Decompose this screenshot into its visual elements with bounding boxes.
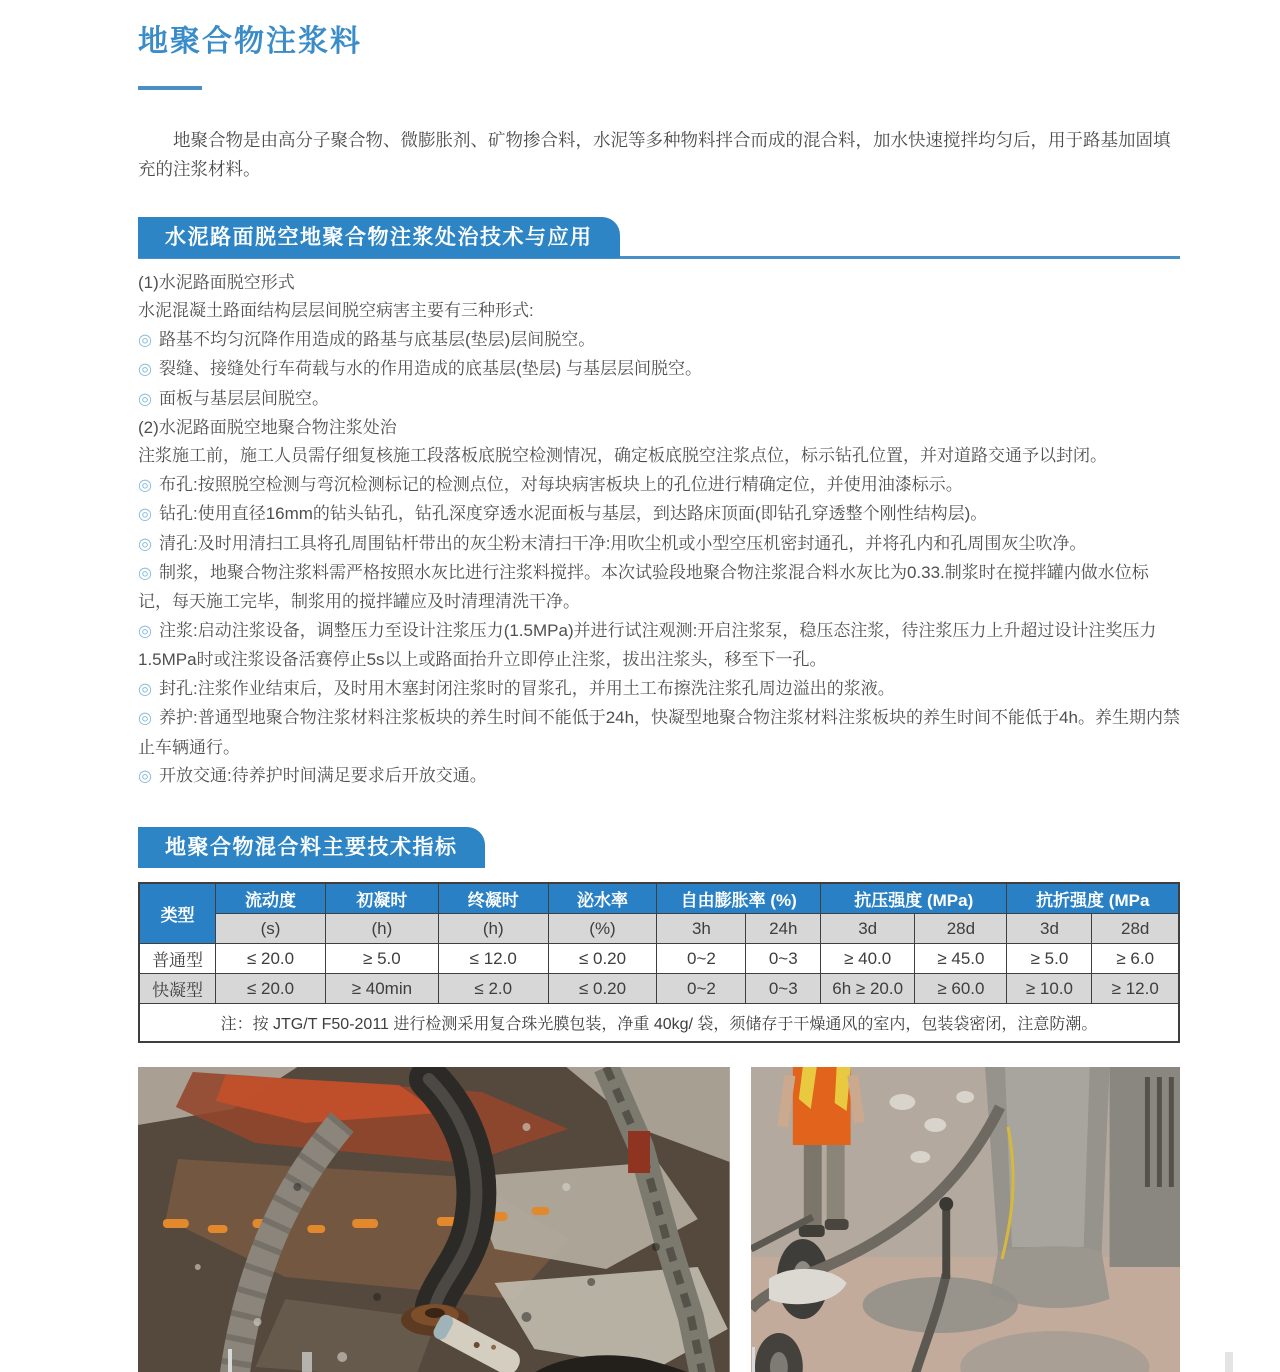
table-subheader-cell: (h) [438,914,548,944]
bullet-icon: ◎ [138,390,152,408]
table-cell: ≥ 12.0 [1092,974,1179,1004]
table-header-cell: 初凝时 [325,883,438,914]
line-text: 注浆施工前，施工人员需仔细复核施工段落板底脱空检测情况，确定板底脱空注浆点位，标示钻孔位置，并对道路交通予以封闭。 [138,446,1107,466]
table-cell: ≤ 0.20 [548,944,657,974]
line-text: 注浆:启动注浆设备，调整压力至设计注浆压力(1.5MPa)并进行试注观测:开启注浆泵，稳压态注浆，待注浆压力上升超过设计注奖压力1.5MPa时或注浆设备活赛停止5s以上或路面抬升立即停止注浆，拔出注浆头，移至下一孔。 [138,620,1157,670]
table-subheader-cell: (h) [325,914,438,944]
table-cell: ≥ 5.0 [325,944,438,974]
line-text: 路基不均匀沉降作用造成的路基与底基层(垫层)层间脱空。 [158,329,596,349]
line-text: 制浆，地聚合物注浆料需严格按照水灰比进行注浆料搅拌。本次试验段地聚合物注浆混合料水灰比为0.33.制浆时在搅拌罐内做水位标记，每天施工完毕，制浆用的搅拌罐应及时清理清洗干净。 [138,563,1149,612]
bullet-line [138,355,1180,384]
bullet-icon: ◎ [138,710,152,728]
intro-paragraph: 地聚合物是由高分子聚合物、微膨胀剂、矿物掺合料，水泥等多种物料拌合而成的混合料，加水快速搅拌均匀后，用于路基加固填充的注浆材料。 [138,130,1171,179]
table-header-cell: 泌水率 [548,883,657,914]
row-type-cell: 快凝型 [139,974,216,1004]
line-text: 清孔:及时用清扫工具将孔周围钻杆带出的灰尘粉末清扫干净:用吹尘机或小型空压机密封通孔，并将孔内和孔周围灰尘吹净。 [158,533,1087,553]
table-row [139,974,1179,1004]
photo-worker-grouting-equipment [751,1067,1180,1372]
table-cell: ≥ 45.0 [915,944,1007,974]
bullet-line [138,617,1180,675]
bullet-icon: ◎ [138,361,152,379]
text-line [138,414,1180,442]
text-line [138,442,1180,470]
table-row [139,944,1179,974]
bottom-remnant-mark [228,1349,232,1372]
bullet-line [138,762,1180,791]
table-cell: ≥ 60.0 [915,974,1007,1004]
table-subheader-cell: 3d [821,914,915,944]
line-text: 封孔:注浆作业结束后，及时用木塞封闭注浆时的冒浆孔，并用土工布擦洗注浆孔周边溢出的浆液。 [158,678,895,698]
bullet-line [138,326,1180,355]
table-cell: ≤ 0.20 [548,974,657,1004]
table-cell: ≥ 40.0 [821,944,915,974]
table-cell: ≤ 20.0 [216,944,326,974]
line-text: 布孔:按照脱空检测与弯沉检测标记的检测点位，对每块病害板块上的孔位进行精确定位，并使用油漆标示。 [158,474,963,494]
section2-heading: 地聚合物混合料主要技术指标 [138,827,485,868]
table-cell: ≤ 2.0 [438,974,548,1004]
section1-banner-row [138,217,1180,258]
table-header-row [139,883,1179,914]
injection-pipe [942,1207,950,1279]
bullet-icon: ◎ [138,622,152,640]
bullet-line [138,500,1180,529]
table-cell: ≥ 10.0 [1007,974,1092,1004]
bullet-icon: ◎ [138,767,152,785]
table-note: 注：按 JTG/T F50-2011 进行检测采用复合珠光膜包装，净重 40kg/ 袋，须储存于干燥通风的室内，包装袋密闭，注意防潮。 [139,1004,1179,1043]
bullet-line [138,471,1180,500]
table-header-cell: 类型 [139,883,216,944]
table-cell: ≤ 20.0 [216,974,326,1004]
table-header-cell: 终凝时 [438,883,548,914]
table-cell: 6h ≥ 20.0 [821,974,915,1004]
line-text: 钻孔:使用直径16mm的钻头钻孔，钻孔深度穿透水泥面板与基层，到达路床顶面(即钻孔穿透整个刚性结构层)。 [158,504,988,524]
section1-body [138,269,1180,791]
bullet-icon: ◎ [138,506,152,524]
table-cell: 0~3 [746,974,821,1004]
text-line [138,297,1180,325]
bullet-line [138,559,1180,617]
spec-table-body [139,883,1179,1042]
line-text: (2)水泥路面脱空地聚合物注浆处治 [138,418,397,438]
line-text: 开放交通:待养护时间满足要求后开放交通。 [158,765,487,785]
table-subheader-cell: 28d [915,914,1007,944]
bullet-icon: ◎ [138,476,152,494]
table-header-cell: 自由膨胀率 (%) [657,883,821,914]
bullet-line [138,675,1180,704]
spec-table [138,882,1180,1043]
table-cell: 0~2 [657,974,746,1004]
table-subheader-row [139,914,1179,944]
table-subheader-cell: (%) [548,914,657,944]
line-text: (1)水泥路面脱空形式 [138,273,295,292]
table-cell: ≤ 12.0 [438,944,548,974]
table-subheader-cell: 24h [746,914,821,944]
table-note-row [139,1004,1179,1043]
table-cell: 0~3 [746,944,821,974]
table-header-cell: 抗折强度 (MPa [1007,883,1179,914]
bottom-remnant-mark [752,1347,755,1372]
page-title: 地聚合物注浆料 [138,25,362,58]
photo-strip [138,1067,1180,1372]
bottom-remnant-mark [1225,1352,1233,1372]
bullet-line [138,530,1180,559]
section2-banner-row [138,827,1180,868]
photo-grouting-hole-pavement [138,1067,730,1372]
table-header-cell: 抗压强度 (MPa) [821,883,1007,914]
text-line [138,269,1180,297]
bottom-remnant-mark [302,1352,312,1372]
section1-heading: 水泥路面脱空地聚合物注浆处治技术与应用 [138,217,620,258]
bullet-icon: ◎ [138,680,152,698]
bullet-icon: ◎ [138,535,152,553]
line-text: 养护:普通型地聚合物注浆材料注浆板块的养生时间不能低于24h，快凝型地聚合物注浆材料注浆板块的养生时间不能低于4h。养生期内禁止车辆通行。 [138,708,1180,757]
table-subheader-cell: 3h [657,914,746,944]
table-cell: 0~2 [657,944,746,974]
table-cell: ≥ 5.0 [1007,944,1092,974]
table-header-cell: 流动度 [216,883,326,914]
line-text: 面板与基层层间脱空。 [158,388,329,408]
table-subheader-cell: 3d [1007,914,1092,944]
line-text: 裂缝、接缝处行车荷载与水的作用造成的底基层(垫层) 与基层层间脱空。 [158,359,703,379]
row-type-cell: 普通型 [139,944,216,974]
bullet-line [138,704,1180,762]
bullet-icon: ◎ [138,565,152,583]
bullet-line [138,385,1180,414]
table-cell: ≥ 40min [325,974,438,1004]
line-text: 水泥混凝土路面结构层层间脱空病害主要有三种形式: [138,301,534,321]
bullet-icon: ◎ [138,331,152,349]
table-subheader-cell: (s) [216,914,326,944]
table-subheader-cell: 28d [1092,914,1179,944]
title-underline [138,86,202,90]
table-cell: ≥ 6.0 [1092,944,1179,974]
